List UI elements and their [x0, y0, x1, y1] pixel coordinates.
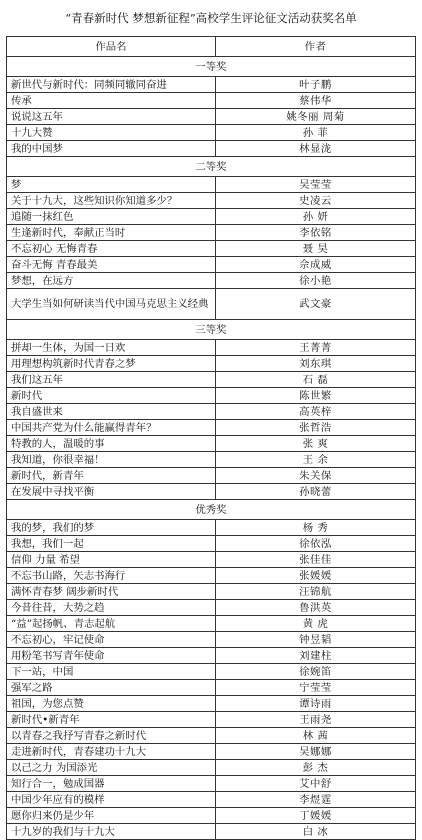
table-row	[7, 177, 416, 193]
table-row	[7, 141, 416, 157]
section-header-row	[7, 57, 416, 77]
entry-author: 徐依泓	[216, 536, 416, 552]
entry-title: 奋斗无悔 青春最美	[7, 257, 216, 273]
table-row	[7, 372, 416, 388]
entry-title: 今昔往昔，大势之趋	[7, 600, 216, 616]
entry-author: 徐小艳	[216, 273, 416, 289]
table-row	[7, 664, 416, 680]
entry-author: 吴莹莹	[216, 177, 416, 193]
entry-author: 佘成威	[216, 257, 416, 273]
entry-title: 新时代	[7, 388, 216, 404]
section-name: 一等奖	[7, 57, 416, 77]
table-header-row	[7, 37, 416, 57]
entry-author: 艾中舒	[216, 776, 416, 792]
entry-title: 满怀青春梦 阔步新时代	[7, 584, 216, 600]
entry-author: 王菁菁	[216, 340, 416, 356]
entry-title: 下一站，中国	[7, 664, 216, 680]
table-row	[7, 808, 416, 824]
table-row	[7, 552, 416, 568]
table-row	[7, 744, 416, 760]
table-row	[7, 241, 416, 257]
column-header-author: 作者	[216, 37, 416, 57]
entry-title: 我的中国梦	[7, 141, 216, 157]
document-title: “青春新时代 梦想新征程”高校学生评论征文活动获奖名单	[65, 11, 357, 25]
entry-author: 孙 妍	[216, 209, 416, 225]
table-row	[7, 776, 416, 792]
entry-author: 鲁洪英	[216, 600, 416, 616]
section-header-row	[7, 157, 416, 177]
entry-author: 陈世繁	[216, 388, 416, 404]
entry-author: 聂 昊	[216, 241, 416, 257]
entry-author: 张媛媛	[216, 568, 416, 584]
section-header-row	[7, 500, 416, 520]
entry-title: “益”起扬帆、青志起航	[7, 616, 216, 632]
entry-author: 王雨尧	[216, 712, 416, 728]
entry-title: 十九大赞	[7, 125, 216, 141]
entry-title: 强军之路	[7, 680, 216, 696]
award-table	[6, 36, 416, 840]
table-row	[7, 568, 416, 584]
table-row	[7, 600, 416, 616]
entry-title: 新时代，新青年	[7, 468, 216, 484]
entry-title: 我自盛世来	[7, 404, 216, 420]
entry-title: 生逢新时代，奉献正当时	[7, 225, 216, 241]
table-row	[7, 760, 416, 776]
table-row	[7, 632, 416, 648]
entry-title: 十九岁的我们与十九大	[7, 824, 216, 840]
entry-author: 张哲浩	[216, 420, 416, 436]
entry-title: 新世代与新时代：同频同辙同奋进	[7, 77, 216, 93]
entry-title: 不忘书山路，矢志书海行	[7, 568, 216, 584]
entry-title: 信仰 力量 希望	[7, 552, 216, 568]
table-row	[7, 193, 416, 209]
entry-title: 我知道，你很幸福！	[7, 452, 216, 468]
entry-author: 黄 虎	[216, 616, 416, 632]
table-row	[7, 420, 416, 436]
entry-title: 特教的人，温暖的事	[7, 436, 216, 452]
table-row	[7, 109, 416, 125]
entry-author: 林 茜	[216, 728, 416, 744]
table-row	[7, 289, 416, 320]
entry-author: 彭 杰	[216, 760, 416, 776]
table-row	[7, 273, 416, 289]
entry-title: 祖国，为您点赞	[7, 696, 216, 712]
entry-title: 追随一抹红色	[7, 209, 216, 225]
entry-title: 我们这五年	[7, 372, 216, 388]
table-row	[7, 125, 416, 141]
table-row	[7, 93, 416, 109]
entry-title: 新时代•新青年	[7, 712, 216, 728]
table-row	[7, 520, 416, 536]
table-row	[7, 77, 416, 93]
section-name: 三等奖	[7, 320, 416, 340]
table-row	[7, 340, 416, 356]
entry-title: 我想，我们一起	[7, 536, 216, 552]
entry-author: 史凌云	[216, 193, 416, 209]
table-row	[7, 257, 416, 273]
table-row	[7, 696, 416, 712]
entry-title: 以青春之我抒写青春之新时代	[7, 728, 216, 744]
entry-author: 白 冰	[216, 824, 416, 840]
entry-author: 蔡伟华	[216, 93, 416, 109]
entry-title: 知行合一，勉成国器	[7, 776, 216, 792]
table-row	[7, 436, 416, 452]
table-row	[7, 388, 416, 404]
table-row	[7, 712, 416, 728]
entry-author: 王 余	[216, 452, 416, 468]
entry-title: 以己之力 为国添光	[7, 760, 216, 776]
entry-title: 中国少年应有的模样	[7, 792, 216, 808]
entry-author: 林显泷	[216, 141, 416, 157]
entry-title: 走进新时代，青春建功十九大	[7, 744, 216, 760]
entry-author: 杨 秀	[216, 520, 416, 536]
entry-author: 叶子鹏	[216, 77, 416, 93]
entry-title: 用理想构筑新时代青春之梦	[7, 356, 216, 372]
entry-title: 我的梦，我们的梦	[7, 520, 216, 536]
table-row	[7, 468, 416, 484]
entry-author: 石 磊	[216, 372, 416, 388]
entry-author: 孙 菲	[216, 125, 416, 141]
entry-title: 大学生当如何研读当代中国马克思主义经典	[7, 289, 216, 320]
table-row	[7, 680, 416, 696]
entry-title: 拼却一生体，为国一日欢	[7, 340, 216, 356]
entry-title: 梦	[7, 177, 216, 193]
table-row	[7, 356, 416, 372]
table-row	[7, 452, 416, 468]
table-row	[7, 616, 416, 632]
table-row	[7, 484, 416, 500]
entry-title: 梦想，在远方	[7, 273, 216, 289]
table-row	[7, 404, 416, 420]
entry-title: 在发展中寻找平衡	[7, 484, 216, 500]
entry-author: 李煜霆	[216, 792, 416, 808]
entry-title: 不忘初心，牢记使命	[7, 632, 216, 648]
entry-title: 中国共产党为什么能赢得青年？	[7, 420, 216, 436]
entry-author: 吴娜娜	[216, 744, 416, 760]
section-name: 优秀奖	[7, 500, 416, 520]
entry-title: 关于十九大，这些知识你知道多少？	[7, 193, 216, 209]
table-row	[7, 792, 416, 808]
entry-author: 李依铭	[216, 225, 416, 241]
entry-title: 愿你归来仍是少年	[7, 808, 216, 824]
entry-author: 汪锦航	[216, 584, 416, 600]
section-header-row	[7, 320, 416, 340]
table-row	[7, 648, 416, 664]
entry-author: 武文豪	[216, 289, 416, 320]
entry-title: 用粉笔书写青年使命	[7, 648, 216, 664]
award-table-body	[7, 37, 416, 840]
entry-title: 传承	[7, 93, 216, 109]
entry-author: 刘东琪	[216, 356, 416, 372]
table-row	[7, 584, 416, 600]
entry-author: 徐婉笛	[216, 664, 416, 680]
entry-author: 孙晓蕾	[216, 484, 416, 500]
entry-author: 谭诗雨	[216, 696, 416, 712]
entry-author: 高英梓	[216, 404, 416, 420]
entry-author: 丁媛媛	[216, 808, 416, 824]
entry-author: 钟昱韬	[216, 632, 416, 648]
table-row	[7, 824, 416, 840]
entry-author: 刘建柱	[216, 648, 416, 664]
column-header-title: 作品名	[7, 37, 216, 57]
entry-author: 张佳佳	[216, 552, 416, 568]
entry-author: 朱关保	[216, 468, 416, 484]
table-row	[7, 225, 416, 241]
entry-title: 不忘初心 无悔青春	[7, 241, 216, 257]
entry-title: 说说这五年	[7, 109, 216, 125]
entry-author: 宁莹莹	[216, 680, 416, 696]
table-row	[7, 728, 416, 744]
table-row	[7, 209, 416, 225]
section-name: 二等奖	[7, 157, 416, 177]
table-row	[7, 536, 416, 552]
entry-author: 张 爽	[216, 436, 416, 452]
entry-author: 姚冬丽 周菊	[216, 109, 416, 125]
